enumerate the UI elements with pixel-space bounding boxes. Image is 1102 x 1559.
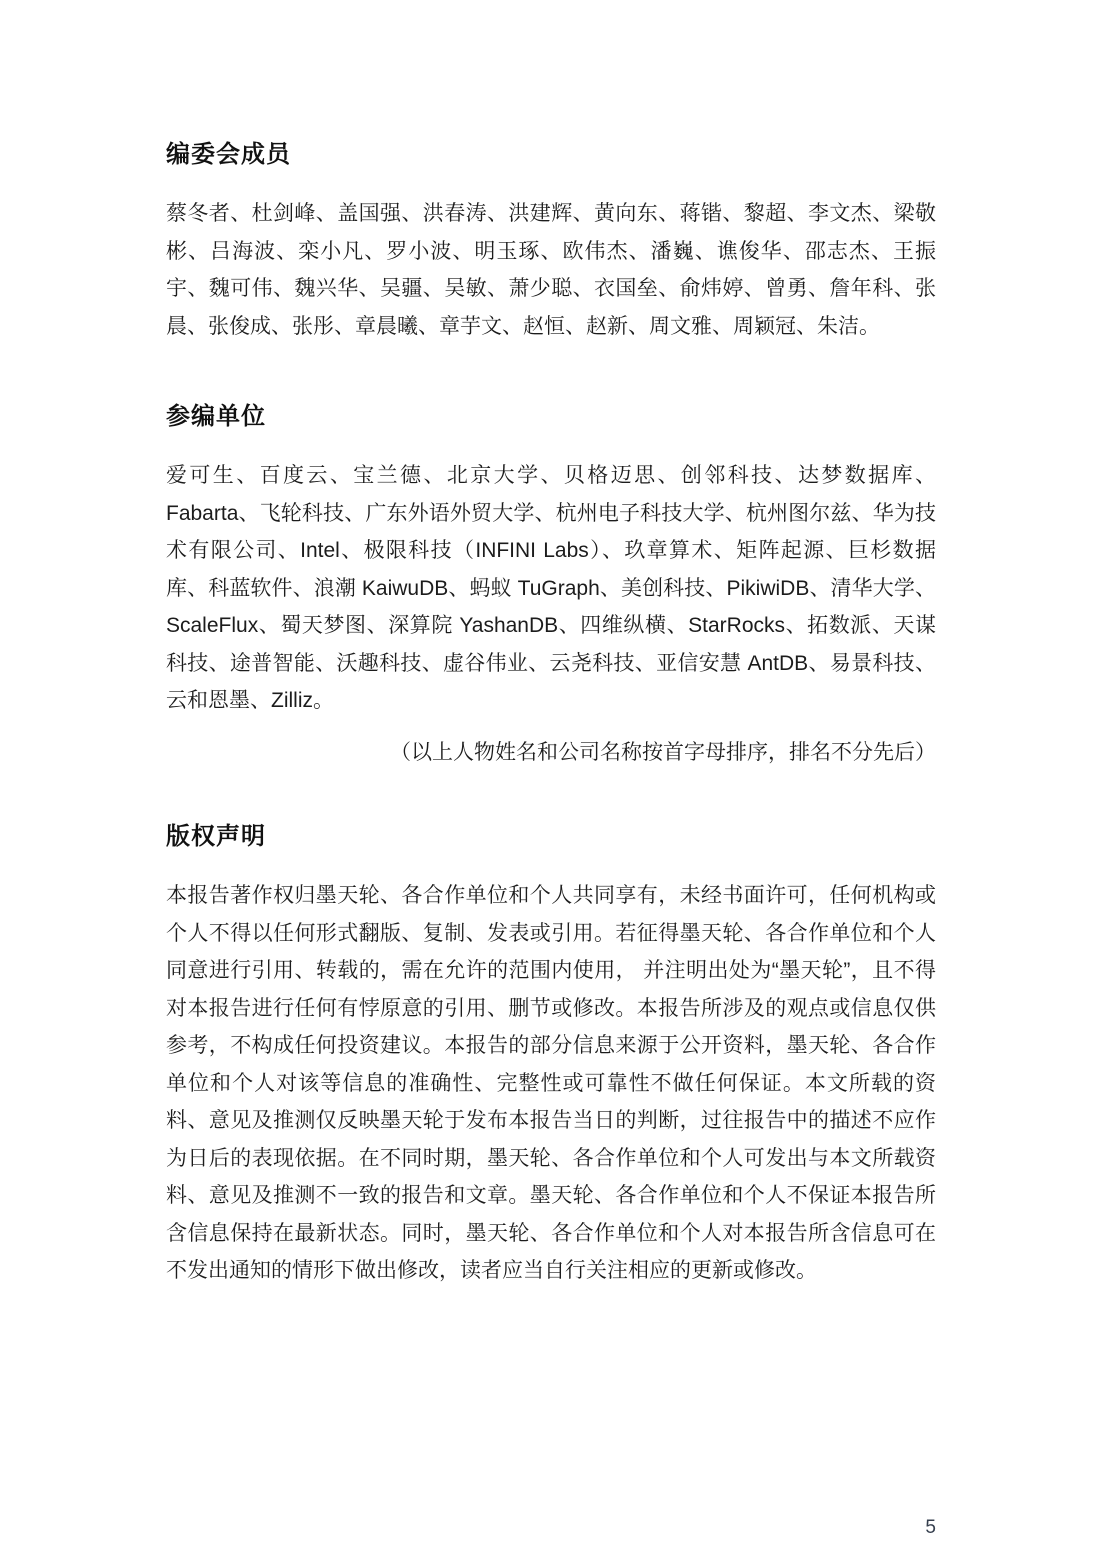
alphabetical-order-note: （以上人物姓名和公司名称按首字母排序，排名不分先后）	[390, 740, 936, 764]
section-copyright	[166, 823, 936, 1290]
section-participating-organizations	[166, 403, 936, 771]
section-editorial-committee	[166, 141, 936, 345]
participating-organizations-text: 爱可生、百度云、宝兰德、北京大学、贝格迈思、创邻科技、达梦数据库、Fabarta、飞轮科技、广东外语外贸大学、杭州电子科技大学、杭州图尔兹、华为技术有限公司、Intel、极限科技（INFINI Labs）、玖章算术、矩阵起源、巨杉数据库、科蓝软件、浪潮 KaiwuDB、蚂蚁 TuGraph、美创科技、PikiwiDB、清华大学、ScaleFlux、蜀天梦图、深算院 YashanDB、四维纵横、StarRocks、拓数派、天谋科技、途普智能、沃趣科技、虚谷伟业、云尧科技、亚信安慧 AntDB、易景科技、云和恩墨、Zilliz。	[166, 464, 936, 712]
editorial-committee-members-text: 蔡冬者、杜剑峰、盖国强、洪春涛、洪建辉、黄向东、蒋锴、黎超、李文杰、梁敬彬、吕海波、栾小凡、罗小波、明玉琢、欧伟杰、潘巍、谯俊华、邵志杰、王振宇、魏可伟、魏兴华、吴疆、吴敏、萧少聪、衣国垒、俞炜婷、曾勇、詹年科、张晨、张俊成、张彤、章晨曦、章芋文、赵恒、赵新、周文雅、周颖冠、朱洁。	[166, 202, 936, 338]
copyright-heading: 版权声明	[166, 823, 266, 850]
page-content	[166, 141, 936, 1290]
copyright-statement-text: 本报告著作权归墨天轮、各合作单位和个人共同享有，未经书面许可，任何机构或个人不得以任何形式翻版、复制、发表或引用。若征得墨天轮、各合作单位和个人同意进行引用、转载的，需在允许的范围内使用， 并注明出处为“墨天轮”，且不得对本报告进行任何有悖原意的引用、删节或修改。本报告所涉及的观点或信息仅供参考，不构成任何投资建议。本报告的部分信息来源于公开资料，墨天轮、各合作单位和个人对该等信息的准确性、完整性或可靠性不做任何保证。本文所载的资料、意见及推测仅反映墨天轮于发布本报告当日的判断，过往报告中的描述不应作为日后的表现依据。在不同时期，墨天轮、各合作单位和个人可发出与本文所载资料、意见及推测不一致的报告和文章。墨天轮、各合作单位和个人不保证本报告所含信息保持在最新状态。同时，墨天轮、各合作单位和个人对本报告所含信息可在不发出通知的情形下做出修改，读者应当自行关注相应的更新或修改。	[166, 884, 936, 1282]
participating-organizations-heading: 参编单位	[166, 403, 266, 430]
page-number: 5	[925, 1517, 936, 1538]
editorial-committee-heading: 编委会成员	[166, 141, 291, 168]
